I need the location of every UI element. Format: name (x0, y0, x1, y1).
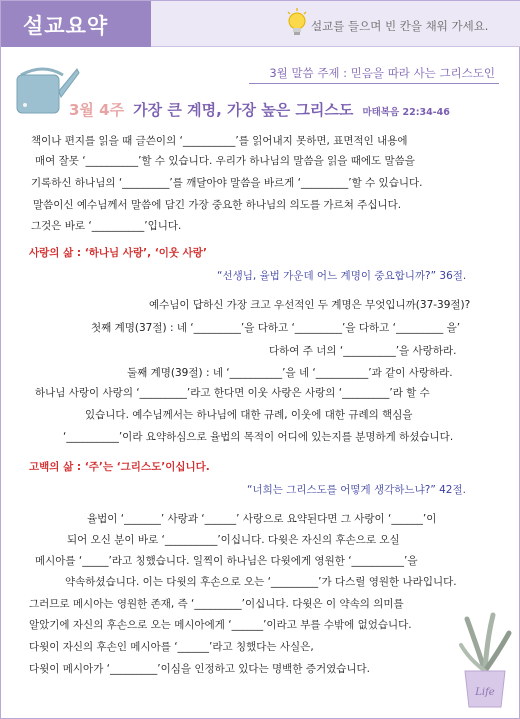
divider (249, 83, 499, 84)
series-theme: 3월 말씀 주제 : 믿음을 따라 사는 그리스도인 (269, 66, 495, 80)
body-line: 다윗이 메시아가 ‘_________’이심을 인정하고 있다는 명백한 증거였습니다. (29, 663, 371, 675)
sermon-title: 가장 큰 계명, 가장 높은 그리스도 (133, 101, 354, 119)
body-line: 둘째 계명(39절) : 네 ‘__________’을 네 ‘__________’과 같이 사랑하라. (127, 367, 453, 379)
verse-quote: “너희는 그리스도를 어떻게 생각하느냐?” 42절. (247, 484, 466, 496)
body-line: 하나님 사랑이 사랑의 ‘_________’라고 한다면 이웃 사랑은 사랑의 ‘_________’라 할 수 (35, 387, 430, 399)
body-line: 다윗이 자신의 후손인 메시아를 ‘______’라고 칭했다는 사실은, (29, 641, 314, 653)
header-title: 설교요약 (23, 14, 109, 38)
header-tab (1, 1, 151, 47)
intro-line: 말씀이신 예수님께서 말씀에 담긴 가장 중요한 하나님의 의도를 가르쳐 주십니다. (33, 199, 402, 211)
sermon-date: 3월 4주 (69, 101, 125, 119)
section-heading: 사랑의 삶 : ‘하나님 사랑’, ‘이웃 사랑’ (29, 247, 207, 259)
body-line: 예수님이 답하신 가장 크고 우선적인 두 계명은 무엇입니까(37-39절)? (149, 299, 471, 311)
intro-line: 기록하신 하나님의 ‘_________’를 깨달아야 말씀을 바르게 ‘_________’할 수 있습니다. (31, 177, 423, 189)
body-line: 그러므로 메시아는 영원한 존재, 즉 ‘_________’이십니다. 다윗은 이 약속의 의미를 (29, 598, 404, 610)
body-line: 메시아를 ‘_____’라고 칭했습니다. 일찍이 하나님은 다윗에게 영원한 ‘__________’을 (35, 555, 418, 567)
intro-line: 그것은 바로 ‘__________’입니다. (31, 220, 182, 232)
section-heading: 고백의 삶 : ‘주’는 ‘그리스도’이십니다. (29, 461, 210, 473)
body-line: 약속하셨습니다. 이는 다윗의 후손으로 오는 ‘_________’가 다스릴 영원한 나라입니다. (65, 576, 457, 588)
scripture-reference: 마태복음 22:34-46 (362, 107, 450, 118)
body-line: ‘__________’이라 요약하심으로 율법의 목적이 어디에 있는지를 분명하게 하셨습니다. (63, 431, 454, 443)
body-line: 알았기에 자신의 후손으로 오는 메시아에게 ‘______’이라고 부를 수밖에 없었습니다. (29, 619, 412, 631)
verse-quote: “선생님, 율법 가운데 어느 계명이 중요합니까?” 36절. (217, 270, 467, 282)
intro-line: 매여 잘못 ‘__________’할 수 있습니다. 우리가 하나님의 말씀을 읽을 때에도 말씀을 (35, 155, 415, 167)
sermon-title-line (69, 99, 509, 120)
lightbulb-icon (285, 7, 309, 41)
body-line: 율법이 ‘_______’ 사랑과 ‘______’ 사랑으로 요약된다면 그 사랑이 ‘______’이 (87, 513, 437, 525)
body-line: 되어 오신 분이 바로 ‘__________’이십니다. 다윗은 자신의 후손으로 오실 (67, 534, 400, 546)
body-line: 첫째 계명(37절) : 네 ‘_________’을 다하고 ‘_________’을 다하고 ‘_________ 을’ (91, 322, 461, 334)
pot-label: Life (475, 687, 495, 698)
body-line: 있습니다. 예수님께서는 하나님에 대한 규례, 이웃에 대한 규례의 핵심을 (85, 409, 413, 421)
intro-line: 책이나 편지를 읽을 때 글쓴이의 ‘__________’를 읽어내지 못하면, 표면적인 내용에 (31, 135, 408, 147)
potted-plant-icon (457, 611, 513, 711)
header-hint: 설교를 들으며 빈 칸을 채워 가세요. (311, 19, 489, 33)
body-line: 다하여 주 너의 ‘__________’을 사랑하라. (269, 345, 457, 357)
